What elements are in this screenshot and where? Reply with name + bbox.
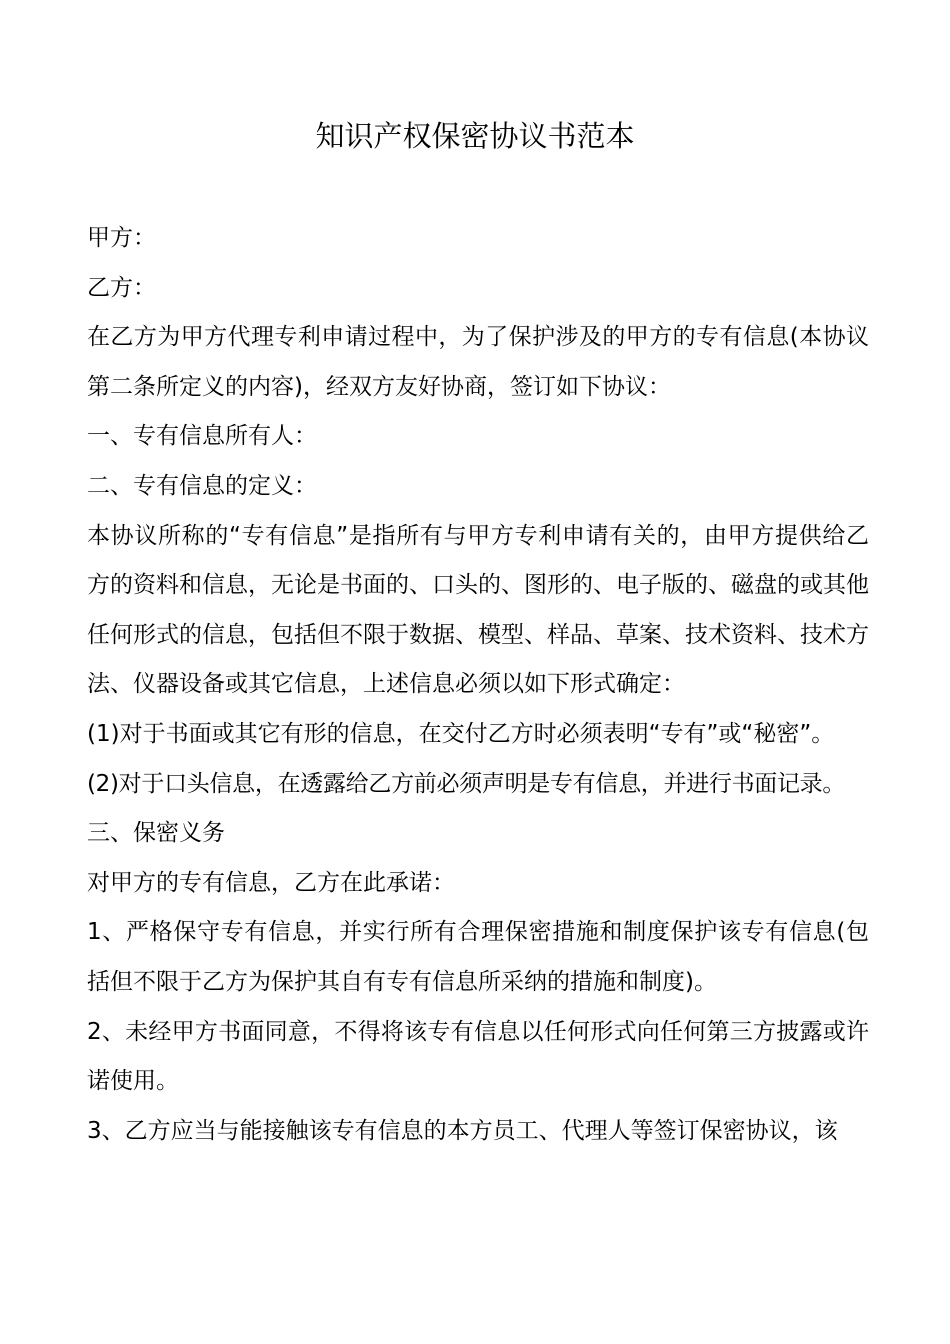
obligation-intro: 对甲方的专有信息，乙方在此承诺： — [87, 869, 455, 896]
party-b-line: 乙方： — [87, 274, 156, 301]
obligation-item-1: 1、严格保守专有信息，并实行所有合理保密措施和制度保护该专有信息(包括但不限于乙方为保护其自有专有信息所采纳的措施和制度)。 — [87, 919, 869, 995]
document-title: 知识产权保密协议书范本 — [315, 119, 635, 153]
definition-paragraph: 本协议所称的“专有信息”是指所有与甲方专利申请有关的，由甲方提供给乙方的资料和信息，无论是书面的、口头的、图形的、电子版的、磁盘的或其他任何形式的信息，包括但不限于数据、模型、样品、草案、技术资料、技术方法、仪器设备或其它信息，上述信息必须以如下形式确定： — [87, 522, 869, 698]
party-a-line: 甲方： — [87, 225, 156, 251]
definition-item-1: (1)对于书面或其它有形的信息，在交付乙方时必须表明“专有”或“秘密”。 — [87, 720, 835, 747]
section-3-heading: 三、保密义务 — [87, 820, 225, 847]
section-2-heading: 二、专有信息的定义： — [87, 472, 317, 499]
preamble-paragraph: 在乙方为甲方代理专利申请过程中，为了保护涉及的甲方的专有信息(本协议第二条所定义的内容)，经双方友好协商，签订如下协议： — [87, 324, 869, 400]
obligation-item-2: 2、未经甲方书面同意，不得将该专有信息以任何形式向任何第三方披露或许诺使用。 — [87, 1018, 869, 1095]
obligation-item-3: 3、乙方应当与能接触该专有信息的本方员工、代理人等签订保密协议，该 — [87, 1117, 838, 1144]
definition-item-2: (2)对于口头信息，在透露给乙方前必须声明是专有信息，并进行书面记录。 — [87, 770, 846, 797]
section-1-heading: 一、专有信息所有人： — [87, 423, 317, 450]
document-body — [87, 214, 869, 1156]
